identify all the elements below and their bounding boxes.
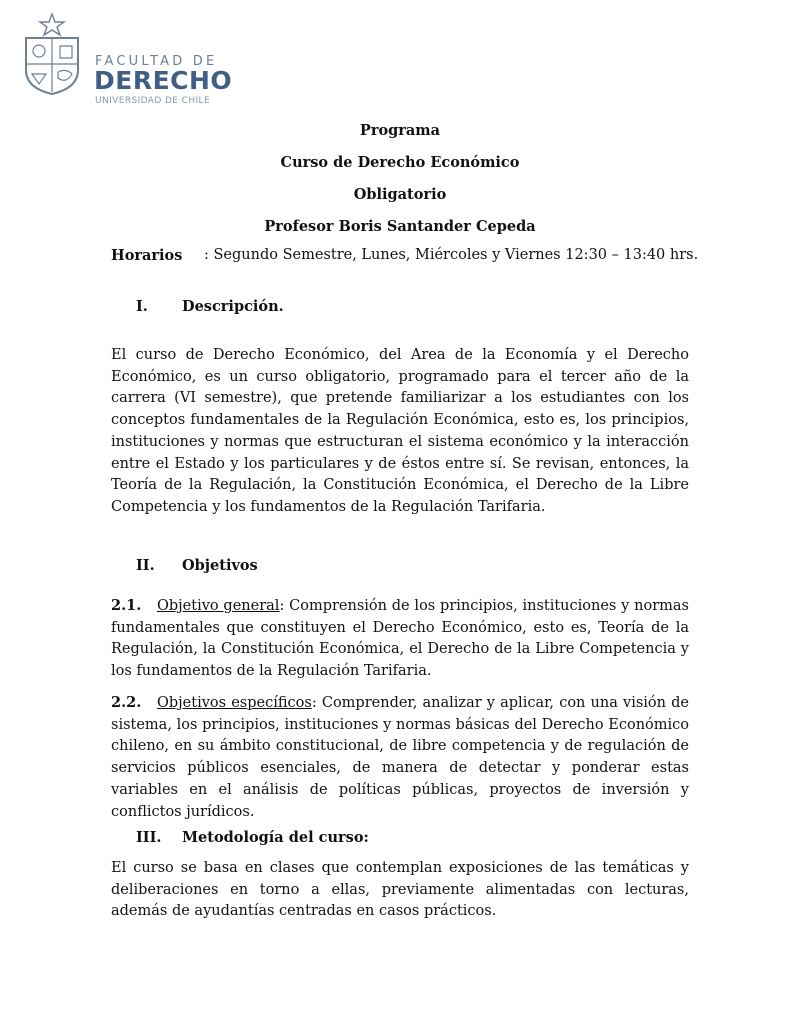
schedule-value: : Segundo Semestre, Lunes, Miércoles y Viernes 12:30 – 13:40 hrs. bbox=[204, 247, 699, 263]
professor-name: Profesor Boris Santander Cepeda bbox=[264, 218, 536, 235]
section-3-methodology: El curso se basa en clases que contemplan exposiciones de las temáticas y deliberaciones en torno a ellas, previamente alimentadas con lecturas, además de ayudantías centradas en casos prácticos. bbox=[111, 860, 689, 920]
objective-specific-paragraph bbox=[111, 692, 689, 823]
section-1-title: Descripción. bbox=[182, 298, 284, 315]
schedule-label: Horarios bbox=[111, 247, 183, 264]
university-crest-icon bbox=[20, 12, 84, 96]
objective-general-number: 2.1. bbox=[111, 597, 142, 614]
objective-specific-text: : Comprender, analizar y aplicar, con una visión de sistema, los principios, instituciones y normas básicas del Derecho Económico chileno, en su ámbito constitucional, de libre competencia y de regulación de servicios públicos esenciales, de manera de detectar y ponderar estas variables en el análisis de políticas públicas, proyectos de inversión y conflictos jurídicos. bbox=[111, 695, 689, 820]
objective-general-paragraph bbox=[111, 595, 689, 683]
objective-general-text: : Comprensión de los principios, instituciones y normas fundamentales que constituyen el Derecho Económico, esto es, Teoría de la Regulación, la Constitución Económica, el Derecho de la Libre Competencia y los fundamentos de la Regulación Tarifaria. bbox=[111, 598, 689, 680]
objective-specific-number: 2.2. bbox=[111, 694, 142, 711]
section-3-title: Metodología del curso: bbox=[182, 829, 369, 846]
section-2-number: II. bbox=[136, 557, 155, 574]
objective-general-label: Objetivo general bbox=[157, 598, 280, 614]
section-3-number: III. bbox=[136, 829, 162, 846]
objective-specific-label: Objetivos específicos bbox=[157, 695, 312, 711]
course-name: Curso de Derecho Económico bbox=[280, 154, 520, 171]
logo-faculty-label: FACULTAD DE bbox=[95, 54, 218, 69]
section-1-description: El curso de Derecho Económico, del Area de la Economía y el Derecho Económico, es un curso obligatorio, programado para el tercer año de la carrera (VI semestre), que pretende familiarizar a los estudiantes con los conceptos fundamentales de la Regulación Económica, esto es, los principios, instituciones y normas que estructuran el sistema económico y la interacción entre el Estado y los particulares y de éstos entre sí. Se revisan, entonces, la Teoría de la Regulación, la Constitución Económica, el Derecho de la Libre Competencia y los fundamentos de la Regulación Tarifaria. bbox=[111, 347, 689, 515]
logo-university-label: UNIVERSIDAD DE CHILE bbox=[95, 96, 211, 106]
document-title: Programa bbox=[359, 122, 441, 139]
section-2-title: Objetivos bbox=[182, 557, 258, 574]
section-1-number: I. bbox=[136, 298, 148, 315]
faculty-logo bbox=[20, 12, 235, 106]
logo-derecho-label: DERECHO bbox=[94, 66, 233, 95]
course-type: Obligatorio bbox=[353, 186, 447, 203]
